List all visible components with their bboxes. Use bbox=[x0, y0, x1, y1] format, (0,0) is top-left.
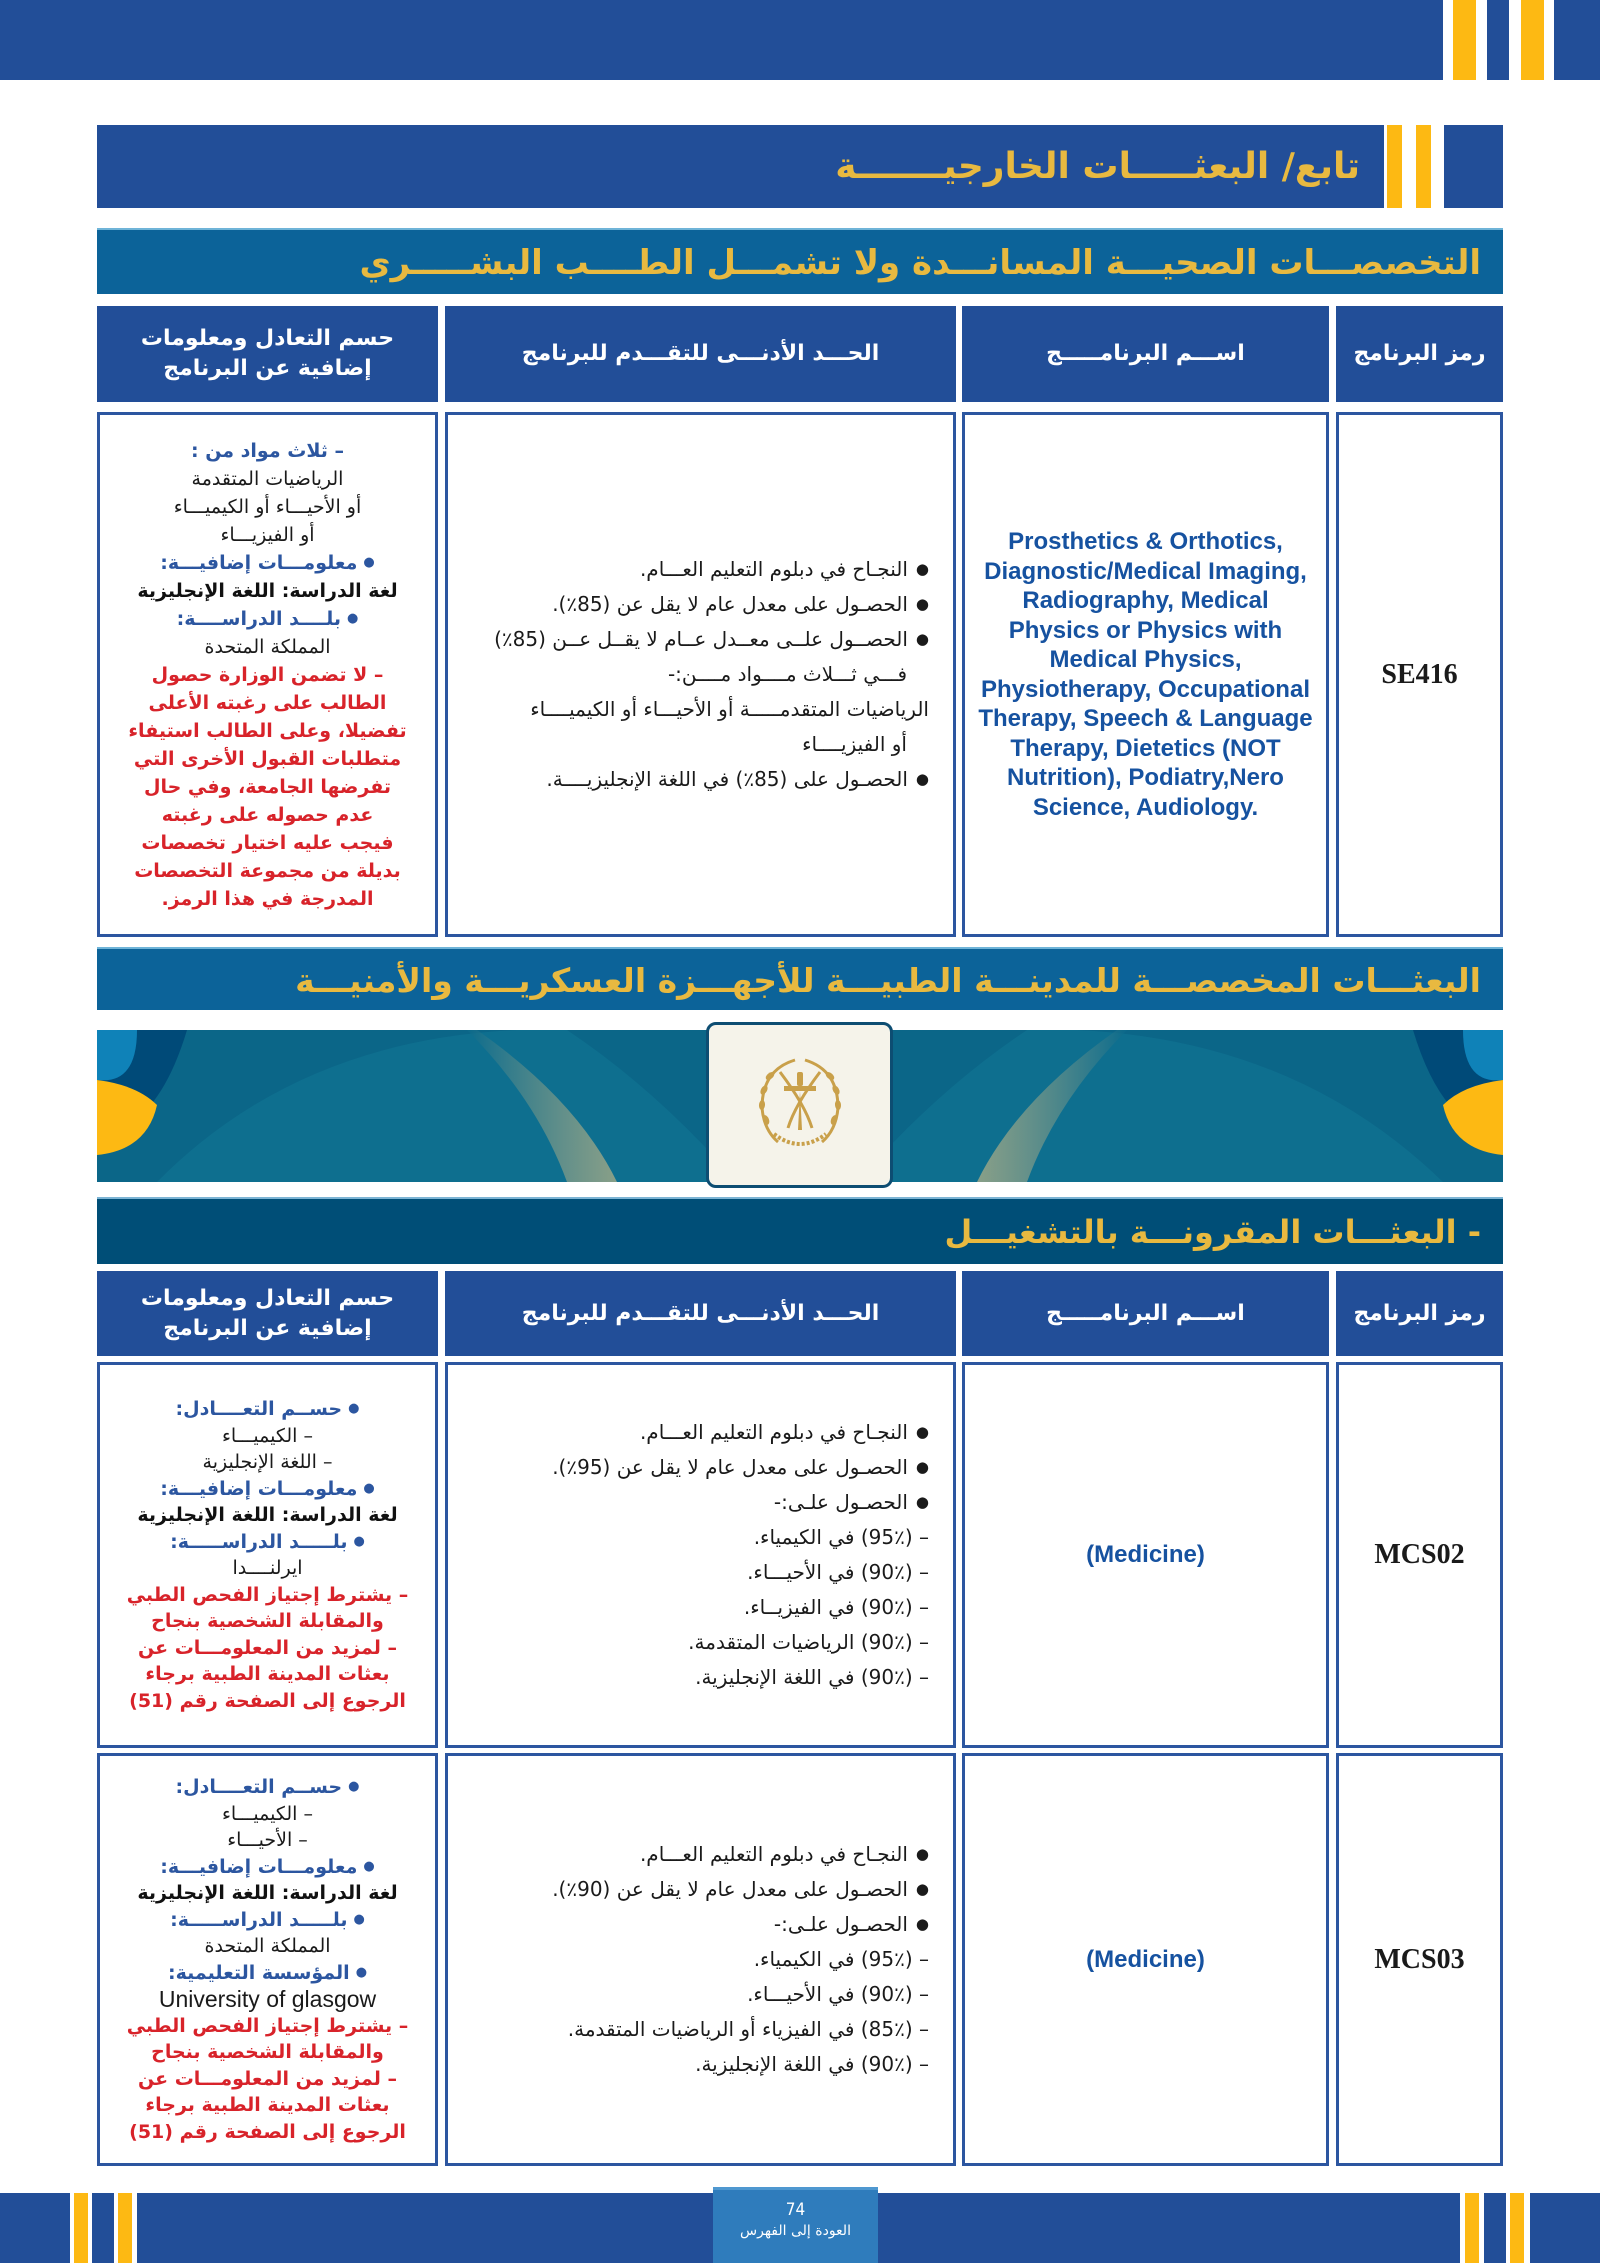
info-cell bbox=[97, 1362, 438, 1748]
footer-gold-stripe bbox=[118, 2193, 132, 2263]
institution-name: University of glasgow bbox=[158, 1986, 377, 2012]
requirement-item: – (90٪) في اللغة الإنجليزية. bbox=[695, 1665, 929, 1689]
footer-blue-stripe bbox=[92, 2193, 114, 2263]
header-info: حسم التعادل ومعلومات إضافية عن البرنامج bbox=[97, 1271, 438, 1356]
study-language: لغة الدراسة: اللغة الإنجليزية bbox=[137, 1882, 398, 1904]
info-cell bbox=[97, 1753, 438, 2166]
top-bar-gold-stripe bbox=[1521, 0, 1544, 80]
study-country: ايرلنــــدا bbox=[232, 1557, 303, 1579]
tiebreak-item: – الأحيـــاء bbox=[227, 1829, 308, 1851]
top-decor-bar bbox=[0, 0, 1600, 80]
page-title-band bbox=[97, 125, 1503, 208]
footer-blue bbox=[0, 2193, 70, 2263]
footer-gold-stripe bbox=[74, 2193, 88, 2263]
program-code: MCS02 bbox=[1374, 1539, 1465, 1570]
requirement-item: ● الحصـول علـى:- bbox=[458, 1485, 929, 1520]
requirement-item: الرياضيات المتقدمـــــة أو الأحيـــاء أو الكيميــــاء bbox=[530, 697, 929, 721]
study-country: المملكة المتحدة bbox=[204, 1935, 331, 1957]
name-cell bbox=[962, 1753, 1329, 2166]
requirement-item: أو الفيزيــــاء bbox=[802, 732, 907, 756]
header-requirements: الحـــد الأدنـــى للتقـــدم للبرنامج bbox=[445, 1271, 956, 1356]
program-name: (Medicine) bbox=[1086, 1945, 1205, 1973]
requirement-item: ● الحصـول على معدل عام لا يقل عن (85٪). bbox=[458, 587, 929, 622]
extra-info-heading: ● معلومـــات إضافيـــة: bbox=[106, 1476, 429, 1503]
subjects-text: الرياضيات المتقدمة bbox=[191, 467, 344, 490]
note-line: بعثات المدينة الطبية برجاء bbox=[145, 1663, 390, 1685]
note-line: تفرضها الجامعة، وفي حال bbox=[144, 775, 391, 798]
note-line: الرجوع إلى الصفحة رقم (51) bbox=[129, 1689, 406, 1712]
tiebreak-item: – الكيميـــاء bbox=[222, 1424, 313, 1447]
requirement-item: – (95٪) في الكيمياء. bbox=[753, 1947, 929, 1971]
tiebreak-heading: ● حســم التعــــادل: bbox=[106, 1774, 429, 1801]
note-line: – لمزيد من المعلومـــات عن bbox=[138, 2067, 397, 2090]
header-code: رمز البرنامج bbox=[1336, 1271, 1503, 1356]
requirement-item: – (90٪) في الأحيـــاء. bbox=[747, 1560, 929, 1584]
country-heading: ● بلـــــد الدراســـــة: bbox=[106, 1529, 429, 1556]
requirements-cell bbox=[445, 1362, 956, 1748]
page-title: تابع/ البعثـــــات الخارجيـــــــة bbox=[835, 146, 1360, 187]
footer-gold-stripe bbox=[1510, 2193, 1524, 2263]
title-gold-stripe bbox=[1387, 125, 1402, 208]
note-line: بديلة من مجموعة التخصصات bbox=[134, 859, 401, 882]
note-line: – لمزيد من المعلومـــات عن bbox=[138, 1636, 397, 1659]
note-line: عدم حصوله على رغبته bbox=[161, 803, 374, 826]
name-cell bbox=[962, 412, 1329, 937]
requirement-item: ● الحصــول علــى معــدل عــام لا يقــل عــن (85٪) bbox=[458, 622, 929, 657]
header-code: رمز البرنامج bbox=[1336, 306, 1503, 402]
tiebreak-item: – الكيميـــاء bbox=[222, 1802, 313, 1825]
country-heading: ● بلــــد الدراســــة: bbox=[106, 605, 429, 633]
study-country: المملكة المتحدة bbox=[204, 635, 331, 658]
requirements-list bbox=[448, 1837, 953, 2082]
requirements-list bbox=[448, 1415, 953, 1695]
code-cell bbox=[1336, 1753, 1503, 2166]
requirement-item: ● الحصـول علـى:- bbox=[458, 1907, 929, 1942]
note-line: الطالب على رغبته الأعلى bbox=[148, 691, 387, 714]
footer-blue-stripe bbox=[1484, 2193, 1506, 2263]
requirement-item: فـــي ثـــلاث مــــواد مــــن:- bbox=[667, 662, 907, 686]
extra-info-heading: ● معلومـــات إضافيـــة: bbox=[106, 1854, 429, 1881]
requirements-list bbox=[448, 552, 953, 797]
info-content bbox=[100, 1396, 435, 1714]
header-name: اســـم البرنامـــــج bbox=[962, 1271, 1329, 1356]
note-line: المدرجة في هذا الرمز. bbox=[161, 887, 374, 910]
info-content bbox=[100, 1774, 435, 2145]
note-line: متطلبات القبول الأخرى التي bbox=[133, 747, 402, 770]
requirement-item: ● النجـاح في دبلوم التعليم العـــام. bbox=[458, 1837, 929, 1872]
footer-gold-stripe bbox=[1465, 2193, 1479, 2263]
subjects-heading: – ثلاث مواد من : bbox=[190, 439, 344, 462]
code-cell bbox=[1336, 1362, 1503, 1748]
back-to-index-label[interactable]: العودة إلى الفهرس bbox=[740, 2223, 851, 2239]
requirement-item: ● النجـاح في دبلوم التعليم العـــام. bbox=[458, 1415, 929, 1450]
requirement-item: ● الحصـول على معدل عام لا يقل عن (95٪). bbox=[458, 1450, 929, 1485]
note-line: – يشترط إجتياز الفحص الطبي bbox=[126, 2014, 409, 2037]
requirement-item: – (90٪) في الفيزيــاء. bbox=[743, 1595, 929, 1619]
top-bar-gold-stripe bbox=[1453, 0, 1476, 80]
section-heading-medical-city: البعثـــات المخصصـــة للمدينـــة الطبيـــة للأجهـــزة العسكريـــة والأمنيـــة bbox=[97, 947, 1503, 1010]
code-cell bbox=[1336, 412, 1503, 937]
requirements-cell bbox=[445, 1753, 956, 2166]
top-bar-blue-stripe bbox=[1487, 0, 1509, 80]
note-line: – يشترط إجتياز الفحص الطبي bbox=[126, 1583, 409, 1606]
requirements-cell bbox=[445, 412, 956, 937]
tiebreak-heading: ● حســم التعــــادل: bbox=[106, 1396, 429, 1423]
institution-heading: ● المؤسسة التعليمية: bbox=[106, 1960, 429, 1987]
top-bar-blue bbox=[0, 0, 1443, 80]
study-language: لغة الدراسة: اللغة الإنجليزية bbox=[137, 1504, 398, 1526]
requirement-item: ● الحصـول على (85٪) في اللغة الإنجليزيــــة. bbox=[458, 762, 929, 797]
header-info: حسم التعادل ومعلومات إضافية عن البرنامج bbox=[97, 306, 438, 402]
header-name: اســـم البرنامـــــج bbox=[962, 306, 1329, 402]
program-code: MCS03 bbox=[1374, 1943, 1465, 1975]
name-cell bbox=[962, 1362, 1329, 1748]
program-name: (Medicine) bbox=[1086, 1541, 1205, 1568]
program-code: SE416 bbox=[1381, 658, 1458, 690]
info-cell bbox=[97, 412, 438, 937]
emblem-card bbox=[706, 1022, 893, 1188]
info-content bbox=[100, 437, 435, 913]
subjects-text: أو الأحيـــاء أو الكيميـــاء bbox=[173, 495, 362, 518]
footer-blue bbox=[1530, 2193, 1600, 2263]
note-line: فيجب عليه اختيار تخصصات bbox=[141, 831, 394, 854]
note-line: تفضيلا، وعلى الطالب استيفاء bbox=[128, 719, 407, 742]
header-requirements: الحـــد الأدنـــى للتقـــدم للبرنامج bbox=[445, 306, 956, 402]
extra-info-heading: ● معلومـــات إضافيـــة: bbox=[106, 549, 429, 577]
oman-emblem-icon bbox=[750, 1050, 850, 1160]
requirement-item: ● الحصـول على معدل عام لا يقل عن (90٪). bbox=[458, 1872, 929, 1907]
requirement-item: – (90٪) في الأحيـــاء. bbox=[747, 1982, 929, 2006]
title-gold-stripe bbox=[1416, 125, 1431, 208]
back-to-index-link[interactable] bbox=[713, 2187, 878, 2263]
requirement-item: – (90٪) في اللغة الإنجليزية. bbox=[695, 2052, 929, 2076]
title-band-end bbox=[1444, 125, 1503, 208]
section-heading-allied-health: التخصصـــات الصحيـــة المسانـــدة ولا تشمـــل الطــــب البشـــــري bbox=[97, 228, 1503, 294]
top-bar-blue-end bbox=[1554, 0, 1600, 80]
section-heading-employment-linked: - البعثـــات المقرونـــة بالتشغيـــل bbox=[97, 1197, 1503, 1264]
study-language: لغة الدراسة: اللغة الإنجليزية bbox=[137, 579, 398, 602]
note-line: والمقابلة الشخصية بنجاح bbox=[151, 1610, 384, 1632]
page-number: 74 bbox=[785, 2200, 806, 2220]
requirement-item: – (90٪) الرياضيات المتقدمة. bbox=[688, 1630, 929, 1654]
subjects-text: أو الفيزيـــاء bbox=[220, 523, 315, 546]
program-name: Prosthetics & Orthotics, Diagnostic/Medical Imaging, Radiography, Medical Physics or Physics with Medical Physics, Physiotherapy, Occupational Therapy, Speech & Language Therapy, Dietetics (NOT Nutrition), Podiatry,Nero Science, Audiology. bbox=[978, 528, 1313, 821]
requirement-item: – (85٪) في الفيزياء أو الرياضيات المتقدمة. bbox=[567, 2017, 929, 2041]
requirement-item: – (95٪) في الكيمياء. bbox=[753, 1525, 929, 1549]
note-line: الرجوع إلى الصفحة رقم (51) bbox=[129, 2120, 406, 2143]
note-line: والمقابلة الشخصية بنجاح bbox=[151, 2041, 384, 2063]
country-heading: ● بلـــــد الدراســـــة: bbox=[106, 1907, 429, 1934]
note-line: بعثات المدينة الطبية برجاء bbox=[145, 2094, 390, 2116]
tiebreak-item: – اللغة الإنجليزية bbox=[202, 1451, 333, 1473]
note-line: – لا تضمن الوزارة حصول bbox=[151, 663, 384, 686]
requirement-item: ● النجـاح في دبلوم التعليم العـــام. bbox=[458, 552, 929, 587]
